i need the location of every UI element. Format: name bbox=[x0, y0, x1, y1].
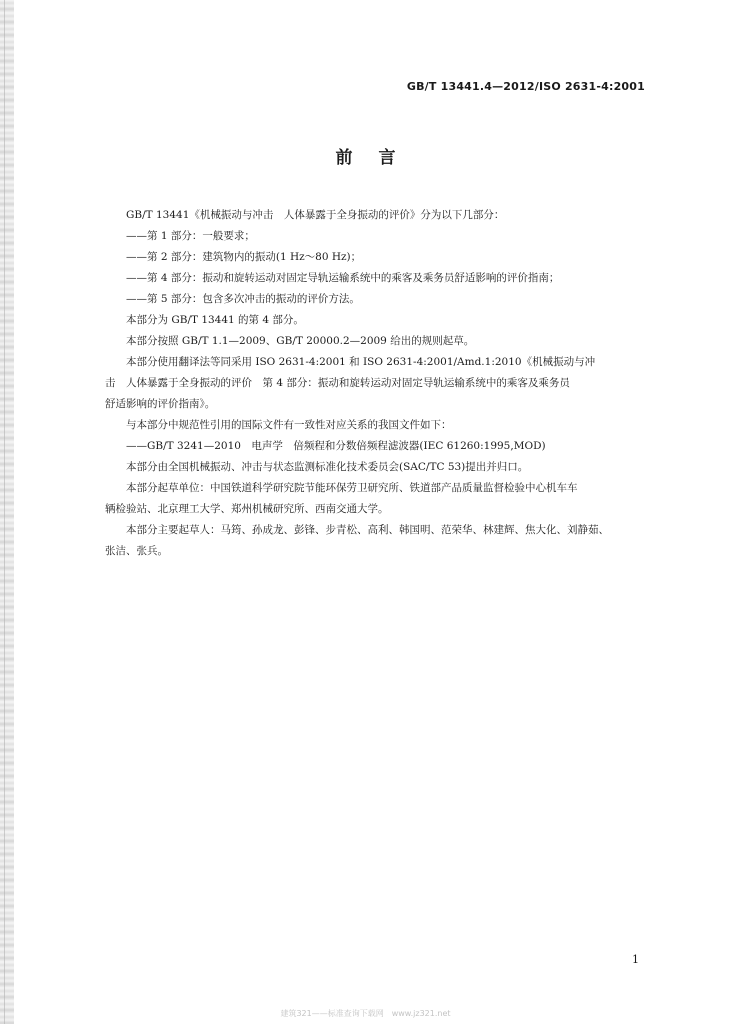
paragraph-line: 辆检验站、北京理工大学、郑州机械研究所、西南交通大学。 bbox=[105, 503, 389, 515]
paragraph-line: 击 人体暴露于全身振动的评价 第 4 部分：振动和旋转运动对固定导轨运输系统中的乘客及乘务员 bbox=[105, 377, 570, 389]
paragraph-line: 本部分按照 GB/T 1.1—2009、GB/T 20000.2—2009 给出的规则起草。 bbox=[126, 335, 475, 347]
paragraph-line: ——第 2 部分：建筑物内的振动(1 Hz～80 Hz)； bbox=[126, 251, 362, 263]
paragraph-line: 本部分主要起草人：马筠、孙成龙、彭锋、步青松、高利、韩国明、范荣华、林建辉、焦大化、刘静茹、 bbox=[126, 524, 609, 536]
paragraph-line: 舒适影响的评价指南》。 bbox=[105, 398, 216, 410]
paragraph-line: 本部分由全国机械振动、冲击与状态监测标准化技术委员会(SAC/TC 53)提出并归口。 bbox=[126, 461, 529, 473]
paragraph-line: 本部分为 GB/T 13441 的第 4 部分。 bbox=[126, 314, 304, 326]
paragraph-line: ——第 4 部分：振动和旋转运动对固定导轨运输系统中的乘客及乘务员舒适影响的评价指南； bbox=[126, 272, 560, 284]
standard-code: GB/T 13441.4—2012/ISO 2631-4:2001 bbox=[406, 80, 645, 93]
page-number: 1 bbox=[632, 953, 639, 966]
footer-watermark: 建筑321——标准查询下载网 www.jz321.net bbox=[280, 1009, 451, 1018]
paragraph-line: ——GB/T 3241—2010 电声学 倍频程和分数倍频程滤波器(IEC 61260:1995,MOD) bbox=[126, 440, 546, 452]
paragraph-line: ——第 1 部分：一般要求； bbox=[126, 230, 255, 242]
paragraph-line: 张洁、张兵。 bbox=[105, 545, 168, 557]
paragraph-line: 本部分起草单位：中国铁道科学研究院节能环保劳卫研究所、铁道部产品质量监督检验中心机车车 bbox=[126, 482, 578, 494]
paragraph-line: 本部分使用翻译法等同采用 ISO 2631-4:2001 和 ISO 2631-4:2001/Amd.1:2010《机械振动与冲 bbox=[126, 356, 596, 368]
paragraph-line: 与本部分中规范性引用的国际文件有一致性对应关系的我国文件如下： bbox=[126, 419, 452, 431]
paragraph-line: GB/T 13441《机械振动与冲击 人体暴露于全身振动的评价》分为以下几部分： bbox=[126, 209, 505, 221]
page-title: 前言 bbox=[335, 148, 422, 168]
paragraph-line: ——第 5 部分：包含多次冲击的振动的评价方法。 bbox=[126, 293, 360, 305]
foreword-body bbox=[105, 205, 645, 562]
